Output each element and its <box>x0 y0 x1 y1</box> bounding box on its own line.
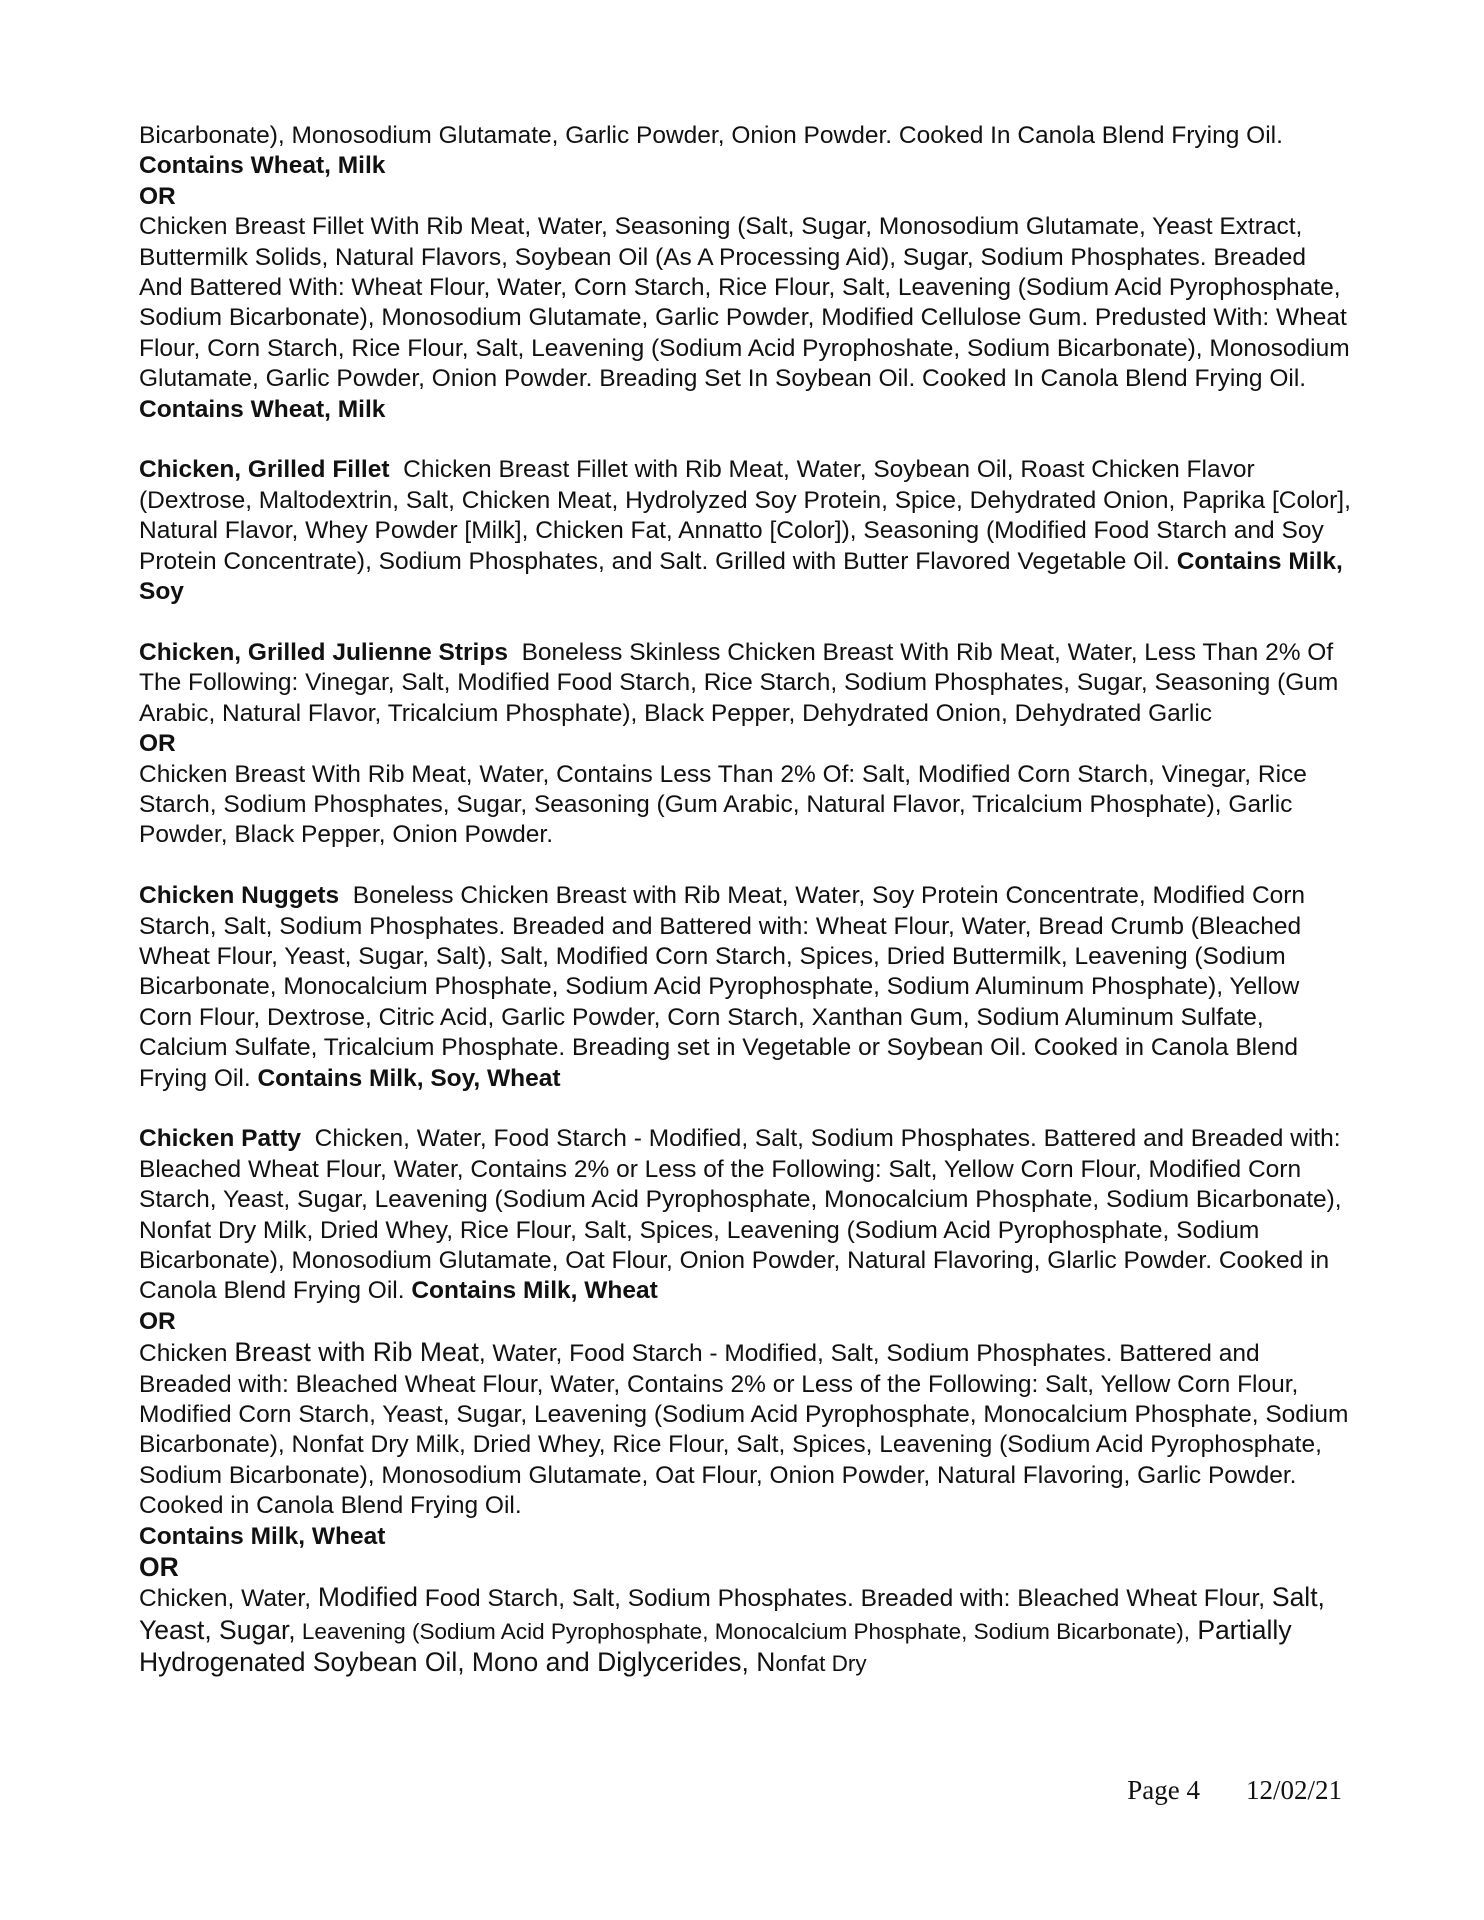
alternate-ingredients: Chicken Breast Fillet With Rib Meat, Water, Seasoning (Salt, Sugar, Monosodium Glutamate, Yeast Extract, Buttermilk Solids, Natural Flavors, Soybean Oil (As A Processing Aid), Sugar, Sodium Phosphates. Breaded And Battered With: Wheat Flour, Water, Corn Starch, Rice Flour, Salt, Leavening (Sodium Acid Pyrophosphate, Sodium Bicarbonate), Monosodium Glutamate, Garlic Powder, Modified Cellulose Gum. Predusted With: Wheat Flour, Corn Starch, Rice Flour, Salt, Leavening (Sodium Acid Pyrophoshate, Sodium Bicarbonate), Monosodium Glutamate, Garlic Powder, Onion Powder. Breading Set In Soybean Oil. Cooked In Canola Blend Frying Oil. Contains Wheat, Milk <box>139 213 1350 423</box>
item-chicken-patty: Chicken Patty Chicken, Water, Food Starch - Modified, Salt, Sodium Phosphates. Battered and Breaded with: Bleached Wheat Flour, Water, Contains 2% or Less of the Following: Salt, Yellow Corn Flour, Modified Corn Starch, Yeast, Sugar, Leavening (Sodium Acid Pyrophosphate, Monocalcium Phosphate, Sodium Bicarbonate), Nonfat Dry Milk, Dried Whey, Rice Flour, Salt, Spices, Leavening (Sodium Acid Pyrophosphate, Sodium Bicarbonate), Monosodium Glutamate, Oat Flour, Onion Powder, Natural Flavoring, Glarlic Powder. Cooked in Canola Blend Frying Oil. Contains Milk, Wheat <box>139 1125 1342 1305</box>
page-number: Page 4 <box>1127 1775 1200 1805</box>
allergen-statement: Contains Wheat, Milk <box>139 152 386 180</box>
item-title: Chicken, Grilled Fillet <box>139 456 390 484</box>
allergen-statement: Contains Milk, Wheat <box>139 1522 386 1550</box>
item-title: Chicken Patty <box>139 1125 302 1153</box>
document-page <box>139 121 1354 1680</box>
or-separator: OR <box>139 182 176 210</box>
or-separator: OR <box>139 1552 179 1583</box>
allergen-statement: Contains Wheat, Milk <box>139 395 386 423</box>
alternate-ingredients: Chicken Breast With Rib Meat, Water, Contains Less Than 2% Of: Salt, Modified Corn Starch, Vinegar, Rice Starch, Sodium Phosphates, Sugar, Seasoning (Gum Arabic, Natural Flavor, Tricalcium Phosphate), Garlic Powder, Black Pepper, Onion Powder. <box>139 760 1307 849</box>
item-chicken-nuggets: Chicken Nuggets Boneless Chicken Breast with Rib Meat, Water, Soy Protein Concentrate, Modified Corn Starch, Salt, Sodium Phosphates. Breaded and Battered with: Wheat Flour, Water, Bread Crumb (Bleached Wheat Flour, Yeast, Sugar, Salt), Salt, Modified Corn Starch, Spices, Dried Buttermilk, Leavening (Sodium Bicarbonate, Monocalcium Phosphate, Sodium Acid Pyrophosphate, Sodium Aluminum Phosphate), Yellow Corn Flour, Dextrose, Citric Acid, Garlic Powder, Corn Starch, Xanthan Gum, Sodium Aluminum Sulfate, Calcium Sulfate, Tricalcium Phosphate. Breading set in Vegetable or Soybean Oil. Cooked in Canola Blend Frying Oil. Contains Milk, Soy, Wheat <box>139 882 1306 1092</box>
item-title: Chicken Nuggets <box>139 882 340 910</box>
continued-ingredients: Bicarbonate), Monosodium Glutamate, Garlic Powder, Onion Powder. Cooked In Canola Blend Frying Oil. Contains Wheat, Milk <box>139 122 1283 180</box>
allergen-statement: Contains Milk, Wheat <box>411 1277 658 1305</box>
or-separator: OR <box>139 1307 176 1335</box>
or-separator: OR <box>139 730 176 758</box>
page-footer <box>1127 1775 1342 1806</box>
alternate-ingredients: Chicken Breast with Rib Meat, Water, Food Starch - Modified, Salt, Sodium Phosphates. Battered and Breaded with: Bleached Wheat Flour, Water, Contains 2% or Less of the Following: Salt, Yellow Corn Flour, Modified Corn Starch, Yeast, Sugar, Leavening (Sodium Acid Pyrophosphate, Monocalcium Phosphate, Sodium Bicarbonate), Nonfat Dry Milk, Dried Whey, Rice Flour, Salt, Spices, Leavening (Sodium Acid Pyrophosphate, Sodium Bicarbonate), Monosodium Glutamate, Oat Flour, Onion Powder, Natural Flavoring, Garlic Powder. Cooked in Canola Blend Frying Oil. <box>139 1337 1349 1520</box>
allergen-statement: Contains Milk, Soy, Wheat <box>257 1064 561 1092</box>
footer-date: 12/02/21 <box>1245 1775 1342 1805</box>
allergen-statement: Contains Milk, Soy <box>139 547 1343 606</box>
alternate-ingredients: Chicken, Water, Modified Food Starch, Salt, Sodium Phosphates. Breaded with: Bleached Wheat Flour, Salt, Yeast, Sugar, Leavening (Sodium Acid Pyrophosphate, Monocalcium Phosphate, Sodium Bicarbonate), Partially Hydrogenated Soybean Oil, Mono and Diglycerides, Nonfat Dry <box>139 1582 1325 1678</box>
item-grilled-fillet: Chicken, Grilled Fillet Chicken Breast Fillet with Rib Meat, Water, Soybean Oil, Roast Chicken Flavor (Dextrose, Maltodextrin, Salt, Chicken Meat, Hydrolyzed Soy Protein, Spice, Dehydrated Onion, Paprika [Color], Natural Flavor, Whey Powder [Milk], Chicken Fat, Annatto [Color]), Seasoning (Modified Food Starch and Soy Protein Concentrate), Sodium Phosphates, and Salt. Grilled with Butter Flavored Vegetable Oil. Contains Milk, Soy <box>139 456 1351 606</box>
item-title: Chicken, Grilled Julienne Strips <box>139 638 508 666</box>
item-grilled-julienne-strips: Chicken, Grilled Julienne Strips Boneless Skinless Chicken Breast With Rib Meat, Water, Less Than 2% Of The Following: Vinegar, Salt, Modified Food Starch, Rice Starch, Sodium Phosphates, Sugar, Seasoning (Gum Arabic, Natural Flavor, Tricalcium Phosphate), Black Pepper, Dehydrated Onion, Dehydrated Garlic <box>139 638 1339 727</box>
